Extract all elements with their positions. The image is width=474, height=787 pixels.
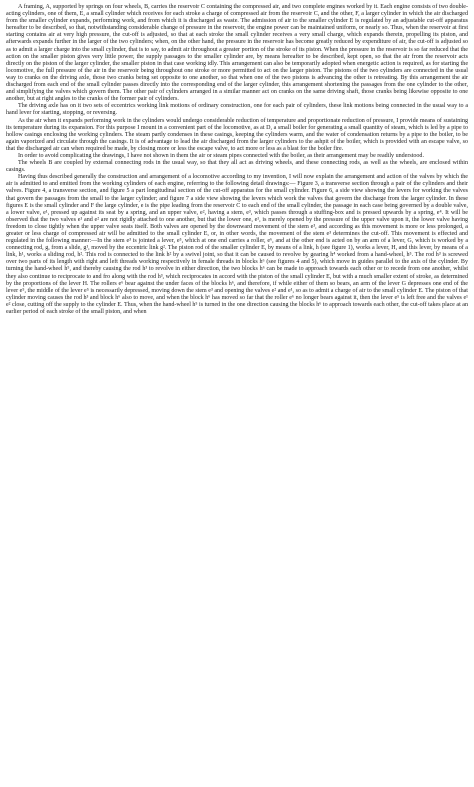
paragraph-drawings-note: In order to avoid complicating the drawings, I have not shown in them the air or steam pipes connected with the boiler, as their arrangement may be readily understood. xyxy=(18,152,424,159)
paragraph-driving-axle: The driving axle has on it two sets of eccentrics working link motions of ordinary construction, one for each pair of cylinders, these link motions being connected in the usual way to a hand lever for starting, stopping, or reversing. xyxy=(6,103,468,117)
paragraph-wheels: The wheels B are coupled by external connecting rods in the usual way, so that they all act as driving wheels, and these connecting rods, as well as the wheels, are enclosed within casings. xyxy=(6,160,468,174)
paragraph-temperature: As the air when it expands performing work in the cylinders would undergo considerable reduction of temperature and proportionate reduction of pressure, I provide means of sustaining its temperature during its expansion. For this purpose I mount in a convenient part of the locomotive, as at D, a small boiler for generating a small quantity of steam, which is led by a pipe to hollow casings enclosing the working cylinders. The steam partly condenses in these casings, keeping the cylinders warm, and the water of condensation returns by a pipe to the boiler, to be again vaporized and circulate through the casings. It is of advantage to lead the air discharged from the larger cylinders to the ashpit of the boiler, which is provided with an escape valve, so that the discharged air can when required be made, by closing more or less the escape valve, to act more or less as a blast for the boiler fire. xyxy=(6,117,468,152)
paragraph-valves: Having thus described generally the construction and arrangement of a locomotive according to my invention, I will now explain the arrangement and action of the valves by which the air is admitted to and emitted from the working cylinders of each engine, referring to the following detail drawings:— Figure 3, a transverse section through a pair of the cylinders and their valves. Figure 4, a transverse section, and figure 5 a part longitudinal section of the cut-off apparatus for the small cylinder. Figure 6, a side view showing the levers for working the valves that govern the passages from the small to the larger cylinder; and figure 7 a side view showing the levers which work the valves that govern the discharge from the larger cylinder. In these figures E is the small cylinder and F the large cylinder, e is the pipe leading from the reservoir C to each end of the small cylinder, the passage in each case being governed by a double valve, a lower valve, e¹, pressed up against its seat by a spring, and an upper valve, e², having a stem, e³, which passes through a stuffing-box and is pressed upwards by a spring, e⁴. It will be observed that the two valves e¹ and e² are not rigidly attached to one another, but that the lower one, e¹, is merely opened by the pressure of the upper valve upon it, the lower valve having freedom to close tightly when the upper valve seats itself. Both valves are opened by the downward movement of the stem e³, and according as this movement is more or less prolonged, a greater or less charge of compressed air will be admitted to the small cylinder E, or, in other words, the movement of the stem e³ determines the cut-off. This movement is effected and regulated in the following manner:—In the stem e³ is jointed a lever, e⁵, which at one end carries a roller, e⁶, and at the other end is acted on by an arm of a lever, G, which is worked by a connecting rod, g, from a slide, g¹, moved by the eccentric link g². The piston rod of the smaller cylinder E, by means of a link, h (see figure 1), works a lever, H, and this lever, by means of a link, h¹, works a sliding rod, h². This rod is connected to the link h² by a swivel joint, so that it can be caused to revolve by gearing h⁴ worked from a hand-wheel, h⁵. The rod h³ is screwed over two parts of its length with right and left threads working respectively in female threads in blocks h⁶ (see figures 4 and 5), which move in guides parallel to the axis of the cylinder. By turning the hand-wheel h⁵, and thereby causing the rod h³ to revolve in either direction, the two blocks h⁶ can be made to approach towards each other or to recede from one another, whilst they also continue to reciprocate to and fro along with the rod h³, which reciprocates in accord with the piston of the small cylinder E, but with a much smaller extent of stroke, as determined by the proportions of the lever H. The rollers e⁶ bear against the under faces of the blocks h⁶, and therefore, if while either of them so bears, an arm of the lever G depresses one end of the lever e⁵, the middle of the lever e⁵ is necessarily depressed, moving down the stem e³ and opening the valves e² and e¹, so as to admit a charge of air to the small cylinder E. The piston of that cylinder moving causes the rod h³ and block h⁶ also to move, and when the block h⁶ has moved so far that the roller e⁶ no longer bears against it, then the lever e⁵ is left free and the valves e¹ e² close, cutting off the supply to the cylinder E. Thus, when the hand-wheel h⁵ is turned in the one direction causing the blocks h⁶ to approach towards each other, the cut-off takes place at an earlier period of each stroke of the small piston, and when xyxy=(6,174,468,316)
paragraph-framing: A framing, A, supported by springs on four wheels, B, carries the reservoir C containing the compressed air, and two complete engines worked by it. Each engine consists of two double-acting cylinders, one of them, E, a small cylinder which receives for each stroke a charge of compressed air from the reservoir C, and the other, F, a larger cylinder in which the air discharged from the smaller cylinder expands, performing work, and from which it is discharged as waste. The admission of air to the smaller cylinder E is regulated by an adjustable cut-off apparatus hereafter to be described, so that, notwithstanding considerable change of pressure in the reservoir, the engine power can be maintained uniform, or nearly so. Thus, when the reservoir at first starting contains air at very high pressure, the cut-off is adjusted, so that at each stroke the small cylinder receives a very small charge, which expands therein, propelling its piston, and afterwards expands further in the larger of the two cylinders; when, on the other hand, the pressure in the reservoir has become greatly reduced by expenditure of air, the cut-off is adjusted so as to admit a larger charge into the small cylinder, that is to say, to admit air throughout a greater portion of the stroke of its piston. When the pressure in the reservoir is so far reduced that the action on the smaller piston gives very little power, the supply passages to the smaller cylinder are, by means hereafter to be described, kept open, so that the air from the reservoir acts directly on the piston of the larger cylinder, the smaller piston in that case working idly. This arrangement can also be temporarily adopted when energetic action is required, as for starting the locomotive, the full pressure of the air in the reservoir being throughout one stroke or more permitted to act on the larger piston. The pistons of the two cylinders are connected in the usual way to cranks on the driving axle, those two cranks being set opposite to one another, so that when one of the two pistons is advancing the other is retreating. By this arrangement the air discharged from each end of the small cylinder passes directly into the corresponding end of the larger cylinder, this arrangement shortening the passages from the one cylinder to the other, and simplifying the valves which govern them. The other pair of cylinders arranged in a similar manner act on cranks on the same driving shaft, those cranks being likewise opposite to one another, but at right angles to the cranks of the former pair of cylinders. xyxy=(6,4,468,103)
